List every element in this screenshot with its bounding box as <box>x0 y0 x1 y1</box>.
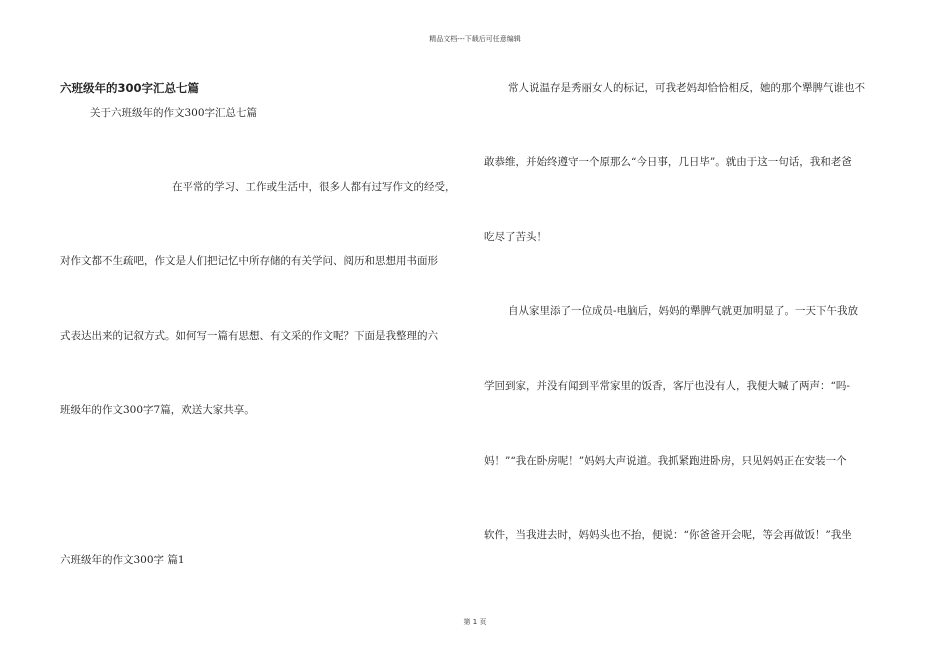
body-line: 妈！”“我在卧房呢！”妈妈大声说道。我抓紧跑进卧房，只见妈妈正在安装一个 <box>484 455 847 467</box>
body-line: 自从家里添了一位成员-电脑后，妈妈的犟脾气就更加明显了。一天下午我放 <box>508 305 859 317</box>
body-line: 吃尽了苦头！ <box>484 231 547 243</box>
document-subtitle: 关于六班级年的作文300字汇总七篇 <box>90 107 258 119</box>
intro-line: 班级年的作文300字7篇，欢送大家共享。 <box>60 404 255 416</box>
body-line: 学回到家，并没有闻到平常家里的饭香，客厅也没有人，我便大喊了两声：“吗- <box>484 380 850 392</box>
intro-line: 式表达出来的记叙方式。如何写一篇有思想、有文采的作文呢？下面是我整理的六 <box>60 330 438 342</box>
page-header: 精品文档---下载后可任意编辑 <box>429 35 521 43</box>
body-line: 常人说温存是秀丽女人的标记，可我老妈却恰恰相反，她的那个犟脾气谁也不 <box>508 82 865 94</box>
section-heading: 六班级年的作文300字 篇1 <box>60 554 185 566</box>
intro-line: 对作文都不生疏吧，作文是人们把记忆中所存储的有关学问、阅历和思想用书面形 <box>60 255 438 267</box>
body-line: 敢恭维，并始终遵守一个原那么“今日事，几日毕”。就由于这一句话，我和老爸 <box>484 156 852 168</box>
document-title: 六班级年的300字汇总七篇 <box>60 81 200 95</box>
body-line: 软件，当我进去时，妈妈头也不抬，便说：“你爸爸开会呢，等会再做饭！”我坐 <box>484 529 852 541</box>
intro-line: 在平常的学习、工作或生活中，很多人都有过写作文的经受， <box>172 181 456 193</box>
page-number: 第 1 页 <box>463 618 487 626</box>
